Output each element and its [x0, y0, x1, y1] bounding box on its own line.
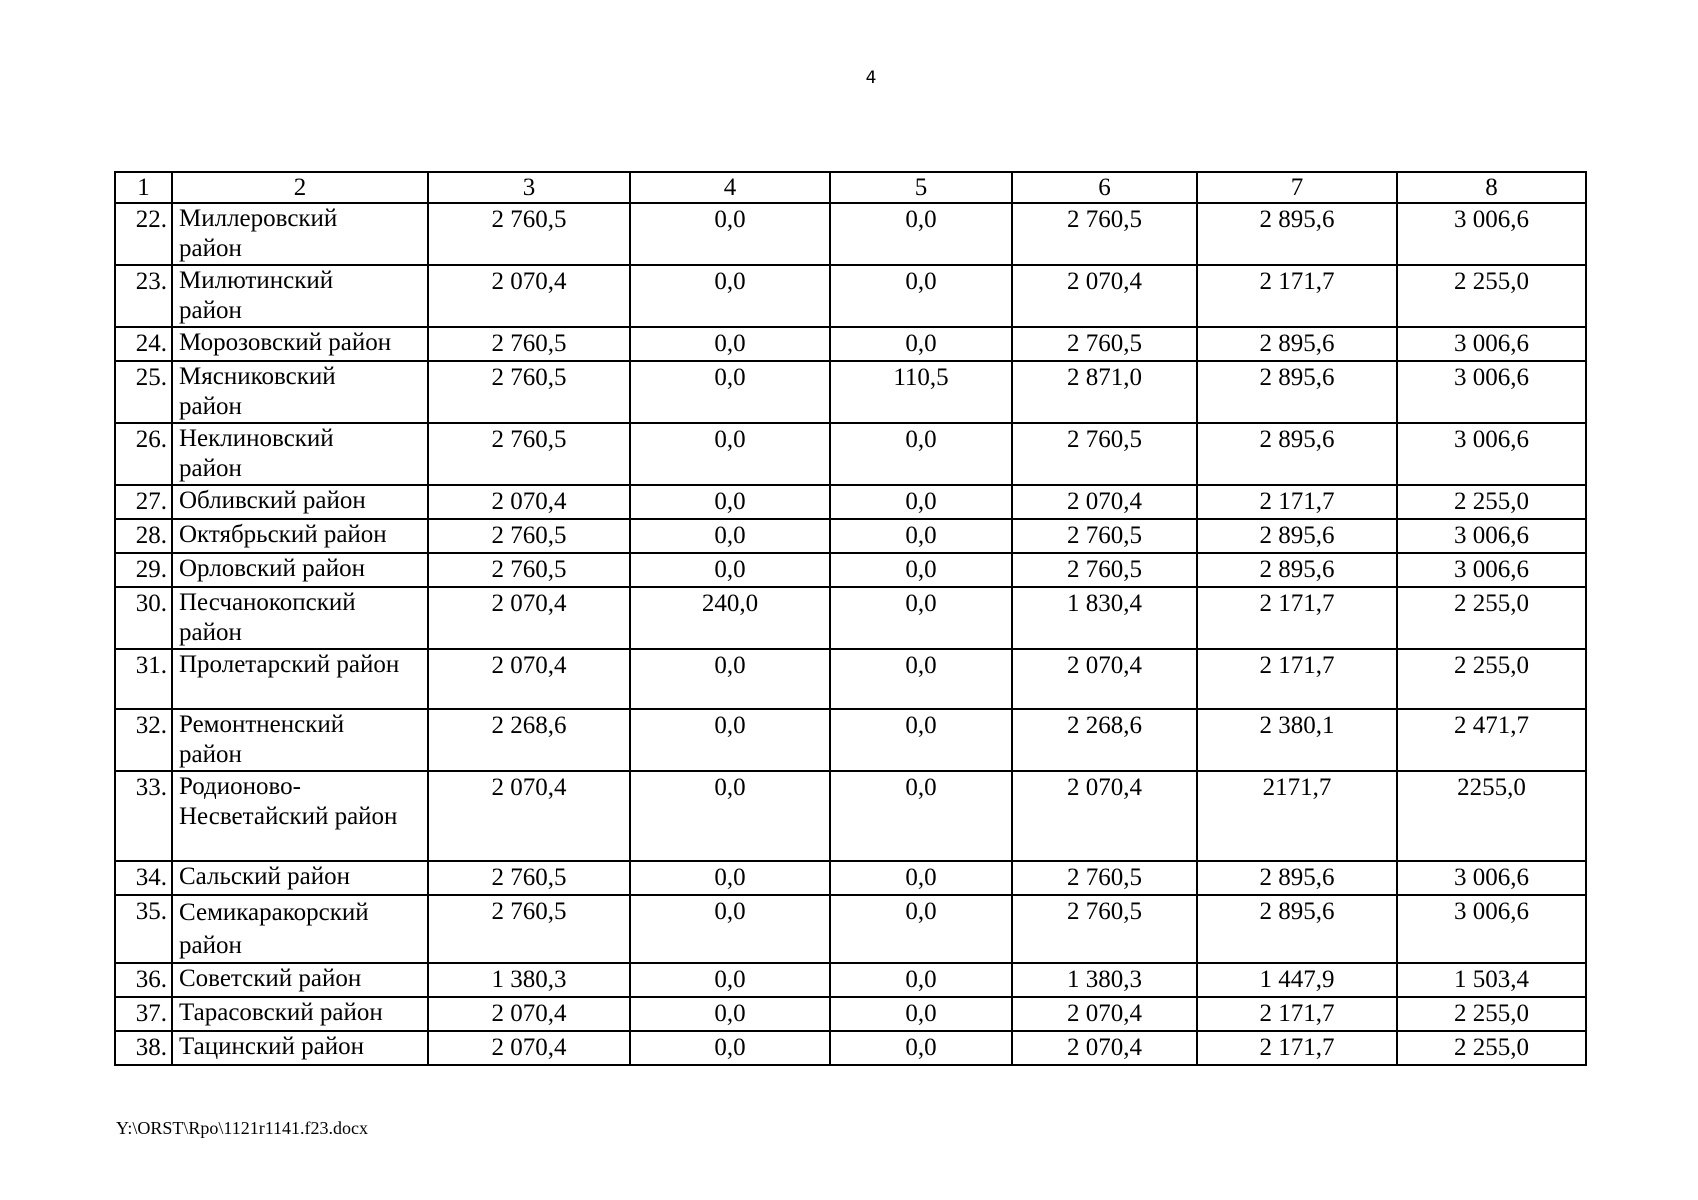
footer-file-path: Y:\ORST\Rpo\1121r1141.f23.docx — [116, 1118, 369, 1138]
value-cell-col6: 2 070,4 — [1012, 997, 1197, 1031]
value-cell-col8: 2 255,0 — [1397, 649, 1586, 709]
district-name-cell: Сальский район — [172, 861, 428, 895]
value-cell-col5: 0,0 — [830, 553, 1012, 587]
row-number-cell: 27. — [115, 485, 172, 519]
value-cell-col5: 0,0 — [830, 485, 1012, 519]
value-cell-col6: 2 070,4 — [1012, 649, 1197, 709]
value-cell-col7: 2 895,6 — [1197, 327, 1397, 361]
value-cell-col3: 2 760,5 — [428, 203, 630, 265]
value-cell-col5: 0,0 — [830, 1031, 1012, 1065]
column-header: 2 — [172, 172, 428, 203]
table-row — [115, 895, 1586, 963]
table-body — [115, 203, 1586, 1065]
value-cell-col8: 3 006,6 — [1397, 327, 1586, 361]
value-cell-col4: 0,0 — [630, 361, 830, 423]
value-cell-col3: 2 760,5 — [428, 861, 630, 895]
value-cell-col4: 0,0 — [630, 861, 830, 895]
value-cell-col3: 2 760,5 — [428, 895, 630, 963]
value-cell-col6: 2 760,5 — [1012, 423, 1197, 485]
value-cell-col8: 3 006,6 — [1397, 861, 1586, 895]
district-name-cell: Ремонтненский район — [172, 709, 428, 771]
row-number-cell: 31. — [115, 649, 172, 709]
value-cell-col7: 2 171,7 — [1197, 485, 1397, 519]
value-cell-col5: 0,0 — [830, 649, 1012, 709]
district-name-cell: Советский район — [172, 963, 428, 997]
row-number-cell: 30. — [115, 587, 172, 649]
page-number: 4 — [865, 68, 877, 88]
value-cell-col8: 3 006,6 — [1397, 203, 1586, 265]
table-row — [115, 963, 1586, 997]
value-cell-col3: 2 070,4 — [428, 485, 630, 519]
value-cell-col4: 240,0 — [630, 587, 830, 649]
value-cell-col6: 1 380,3 — [1012, 963, 1197, 997]
table-row — [115, 1031, 1586, 1065]
district-name-cell: Октябрьский район — [172, 519, 428, 553]
value-cell-col3: 2 760,5 — [428, 553, 630, 587]
district-name-cell: Мясниковский район — [172, 361, 428, 423]
column-header: 1 — [115, 172, 172, 203]
row-number-cell: 36. — [115, 963, 172, 997]
value-cell-col7: 2 895,6 — [1197, 519, 1397, 553]
row-number-cell: 24. — [115, 327, 172, 361]
value-cell-col8: 2 255,0 — [1397, 587, 1586, 649]
value-cell-col5: 0,0 — [830, 327, 1012, 361]
district-name-cell: Обливский район — [172, 485, 428, 519]
table-row — [115, 649, 1586, 709]
value-cell-col7: 2 895,6 — [1197, 895, 1397, 963]
district-name-cell: Родионово-Несветайский район — [172, 771, 428, 861]
row-number-cell: 37. — [115, 997, 172, 1031]
table-row — [115, 861, 1586, 895]
value-cell-col5: 0,0 — [830, 997, 1012, 1031]
row-number-cell: 34. — [115, 861, 172, 895]
value-cell-col3: 2 070,4 — [428, 649, 630, 709]
value-cell-col6: 2 268,6 — [1012, 709, 1197, 771]
value-cell-col3: 2 070,4 — [428, 771, 630, 861]
value-cell-col4: 0,0 — [630, 485, 830, 519]
value-cell-col6: 2 070,4 — [1012, 485, 1197, 519]
value-cell-col4: 0,0 — [630, 423, 830, 485]
value-cell-col8: 1 503,4 — [1397, 963, 1586, 997]
table-row — [115, 771, 1586, 861]
value-cell-col7: 1 447,9 — [1197, 963, 1397, 997]
column-header: 8 — [1397, 172, 1586, 203]
column-header: 4 — [630, 172, 830, 203]
table-row — [115, 327, 1586, 361]
value-cell-col4: 0,0 — [630, 997, 830, 1031]
district-data-table — [114, 171, 1587, 1066]
table-row — [115, 553, 1586, 587]
value-cell-col5: 0,0 — [830, 587, 1012, 649]
value-cell-col8: 2 255,0 — [1397, 1031, 1586, 1065]
value-cell-col5: 0,0 — [830, 861, 1012, 895]
value-cell-col7: 2 171,7 — [1197, 1031, 1397, 1065]
value-cell-col3: 2 760,5 — [428, 423, 630, 485]
value-cell-col8: 3 006,6 — [1397, 423, 1586, 485]
value-cell-col5: 0,0 — [830, 963, 1012, 997]
value-cell-col3: 2 070,4 — [428, 587, 630, 649]
header-row — [115, 172, 1586, 203]
value-cell-col6: 2 070,4 — [1012, 265, 1197, 327]
value-cell-col4: 0,0 — [630, 1031, 830, 1065]
value-cell-col7: 2 895,6 — [1197, 423, 1397, 485]
table-row — [115, 203, 1586, 265]
value-cell-col8: 2 471,7 — [1397, 709, 1586, 771]
value-cell-col3: 2 070,4 — [428, 265, 630, 327]
value-cell-col8: 2255,0 — [1397, 771, 1586, 861]
row-number-cell: 35. — [115, 895, 172, 963]
column-header: 7 — [1197, 172, 1397, 203]
value-cell-col7: 2 380,1 — [1197, 709, 1397, 771]
value-cell-col4: 0,0 — [630, 327, 830, 361]
value-cell-col4: 0,0 — [630, 553, 830, 587]
table-row — [115, 997, 1586, 1031]
value-cell-col7: 2 895,6 — [1197, 553, 1397, 587]
row-number-cell: 38. — [115, 1031, 172, 1065]
row-number-cell: 29. — [115, 553, 172, 587]
value-cell-col6: 2 760,5 — [1012, 861, 1197, 895]
value-cell-col4: 0,0 — [630, 649, 830, 709]
value-cell-col4: 0,0 — [630, 963, 830, 997]
district-name-cell: Морозовский район — [172, 327, 428, 361]
row-number-cell: 28. — [115, 519, 172, 553]
district-name-cell: Миллеровский район — [172, 203, 428, 265]
value-cell-col4: 0,0 — [630, 895, 830, 963]
table-row — [115, 423, 1586, 485]
column-header: 5 — [830, 172, 1012, 203]
value-cell-col3: 2 070,4 — [428, 997, 630, 1031]
value-cell-col6: 2 070,4 — [1012, 771, 1197, 861]
value-cell-col7: 2 171,7 — [1197, 587, 1397, 649]
value-cell-col7: 2 171,7 — [1197, 649, 1397, 709]
value-cell-col6: 2 760,5 — [1012, 553, 1197, 587]
value-cell-col6: 1 830,4 — [1012, 587, 1197, 649]
table-row — [115, 265, 1586, 327]
row-number-cell: 26. — [115, 423, 172, 485]
value-cell-col4: 0,0 — [630, 519, 830, 553]
value-cell-col4: 0,0 — [630, 265, 830, 327]
value-cell-col5: 0,0 — [830, 709, 1012, 771]
district-name-cell: Песчанокопский район — [172, 587, 428, 649]
value-cell-col5: 0,0 — [830, 771, 1012, 861]
column-header: 6 — [1012, 172, 1197, 203]
value-cell-col7: 2 895,6 — [1197, 203, 1397, 265]
district-name-cell: Пролетарский район — [172, 649, 428, 709]
value-cell-col3: 2 760,5 — [428, 327, 630, 361]
value-cell-col5: 0,0 — [830, 895, 1012, 963]
value-cell-col3: 2 070,4 — [428, 1031, 630, 1065]
value-cell-col8: 3 006,6 — [1397, 895, 1586, 963]
table-row — [115, 519, 1586, 553]
value-cell-col8: 2 255,0 — [1397, 997, 1586, 1031]
row-number-cell: 25. — [115, 361, 172, 423]
row-number-cell: 33. — [115, 771, 172, 861]
value-cell-col7: 2 171,7 — [1197, 265, 1397, 327]
value-cell-col3: 1 380,3 — [428, 963, 630, 997]
value-cell-col8: 2 255,0 — [1397, 485, 1586, 519]
value-cell-col3: 2 760,5 — [428, 361, 630, 423]
value-cell-col5: 0,0 — [830, 423, 1012, 485]
value-cell-col8: 3 006,6 — [1397, 519, 1586, 553]
district-name-cell: Неклиновский район — [172, 423, 428, 485]
value-cell-col8: 3 006,6 — [1397, 553, 1586, 587]
value-cell-col8: 2 255,0 — [1397, 265, 1586, 327]
value-cell-col5: 0,0 — [830, 203, 1012, 265]
value-cell-col7: 2171,7 — [1197, 771, 1397, 861]
column-header: 3 — [428, 172, 630, 203]
value-cell-col4: 0,0 — [630, 203, 830, 265]
value-cell-col6: 2 760,5 — [1012, 895, 1197, 963]
value-cell-col7: 2 171,7 — [1197, 997, 1397, 1031]
value-cell-col3: 2 268,6 — [428, 709, 630, 771]
value-cell-col7: 2 895,6 — [1197, 361, 1397, 423]
value-cell-col3: 2 760,5 — [428, 519, 630, 553]
table-row — [115, 587, 1586, 649]
value-cell-col8: 3 006,6 — [1397, 361, 1586, 423]
district-name-cell: Милютинский район — [172, 265, 428, 327]
value-cell-col5: 110,5 — [830, 361, 1012, 423]
value-cell-col7: 2 895,6 — [1197, 861, 1397, 895]
row-number-cell: 23. — [115, 265, 172, 327]
row-number-cell: 32. — [115, 709, 172, 771]
table-row — [115, 361, 1586, 423]
value-cell-col5: 0,0 — [830, 519, 1012, 553]
district-name-cell: Семикаракорский район — [172, 895, 428, 963]
value-cell-col6: 2 760,5 — [1012, 519, 1197, 553]
value-cell-col6: 2 760,5 — [1012, 203, 1197, 265]
value-cell-col6: 2 070,4 — [1012, 1031, 1197, 1065]
row-number-cell: 22. — [115, 203, 172, 265]
value-cell-col6: 2 760,5 — [1012, 327, 1197, 361]
district-name-cell: Орловский район — [172, 553, 428, 587]
table-row — [115, 485, 1586, 519]
table-header — [115, 172, 1586, 203]
value-cell-col6: 2 871,0 — [1012, 361, 1197, 423]
table-row — [115, 709, 1586, 771]
value-cell-col4: 0,0 — [630, 709, 830, 771]
value-cell-col4: 0,0 — [630, 771, 830, 861]
value-cell-col5: 0,0 — [830, 265, 1012, 327]
district-name-cell: Тацинский район — [172, 1031, 428, 1065]
district-name-cell: Тарасовский район — [172, 997, 428, 1031]
